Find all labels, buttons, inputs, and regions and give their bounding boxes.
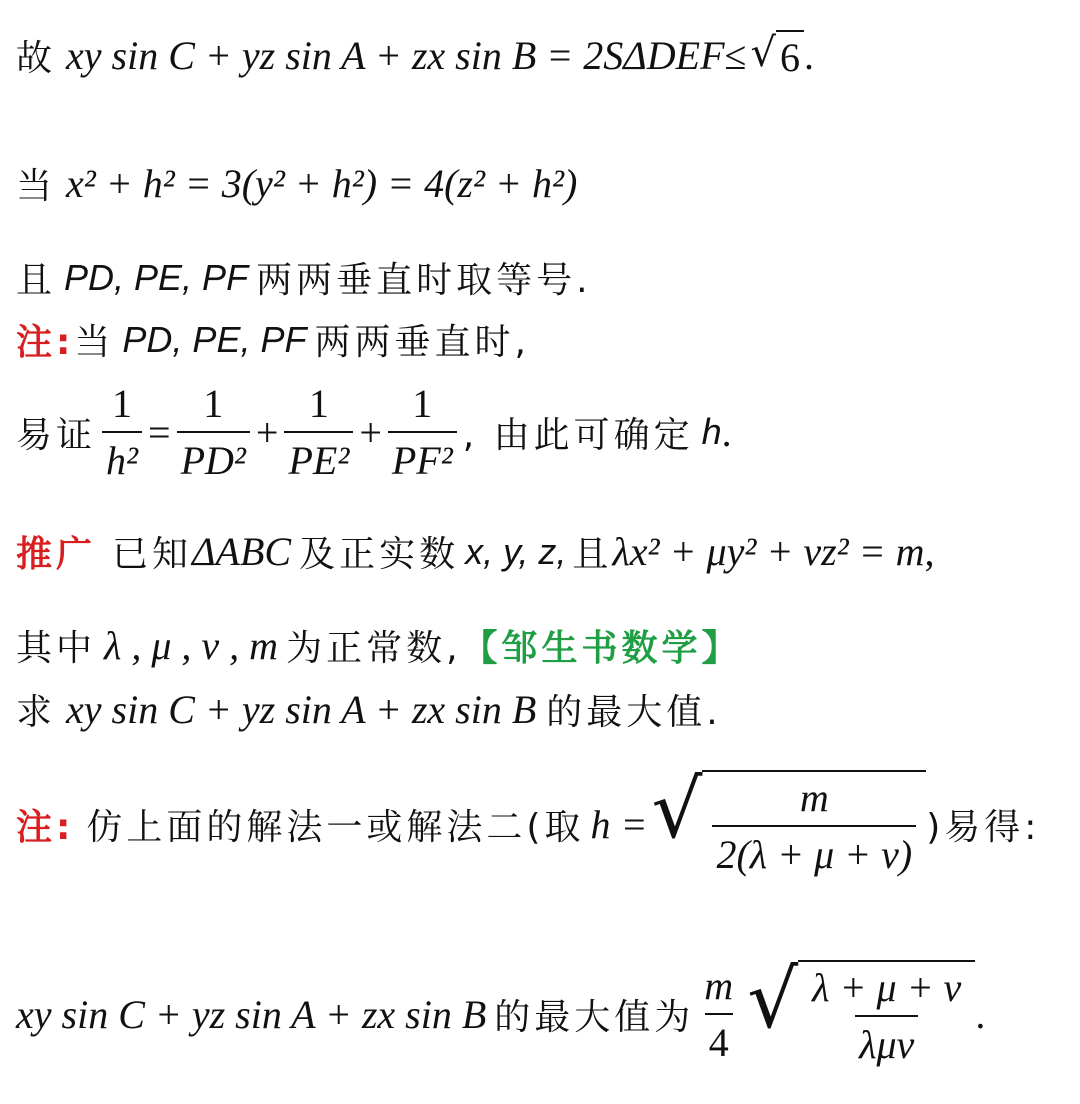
line4-note-label: 注: [16,322,75,363]
frac-num: m [704,963,734,1008]
line3-prefix: 且 [16,260,57,301]
frac-1-over-pf2 [388,380,457,484]
frac-den: 2(λ + μ + ν) [712,825,916,878]
line9-text2: )易得: [926,806,1041,848]
line2-expr: x² + h² = 3(y² + h²) = 4(z² + h²) [66,161,578,206]
line5-prefix: 易证 [16,414,97,456]
line4-prefix: 当 [74,322,115,363]
line5-var: h [701,411,722,452]
line6-text1: 已知 [112,534,193,575]
line9-note-label: 注: [16,806,75,848]
frac-den: λμν [855,1015,918,1068]
line-5 [16,380,732,484]
line-10 [16,953,986,1068]
equals-sign: = [148,409,171,455]
line-3 [16,252,592,303]
sqrt-h-expression [651,763,926,878]
frac-1-over-h2 [102,380,142,484]
line1-leq: ≤ [724,33,747,78]
frac-den: PE² [284,431,353,484]
line4-vars: PD, PE, PF [122,318,307,360]
sqrt-max-expression [747,953,975,1068]
frac-num: m [799,775,829,820]
line-6 [16,526,935,577]
frac-1-over-pd2 [177,380,250,484]
frac-1-over-pe2 [284,380,353,484]
generalization-label: 推广 [16,534,97,575]
line1-prefix: 故 [16,38,57,79]
line-8 [16,684,722,735]
line7-text1: 其中 [16,628,97,669]
line6-triangle: ΔABC [192,529,292,574]
frac-den: 4 [705,1013,733,1066]
line7-params: λ , μ , ν , m [104,623,279,668]
frac-den: h² [102,431,142,484]
line-4 [16,314,530,365]
sqrt-6-radicand: 6 [776,30,804,81]
radical-sign-icon: √ [750,30,776,76]
line1-expr: xy sin C + yz sin A + zx sin B = 2S [66,33,624,78]
line3-vars: PD, PE, PF [64,256,249,298]
frac-den: PD² [177,431,250,484]
line1-end: . [803,33,814,78]
line8-text: 的最大值. [546,692,722,733]
line6-eq: λx² + μy² + νz² = m [612,529,925,574]
frac-num: 1 [112,381,133,426]
frac-num: 1 [308,381,329,426]
plus-sign: + [359,409,382,455]
frac-num: 1 [412,381,433,426]
line8-prefix: 求 [16,692,57,733]
line6-vars: x, y, z, [465,530,567,572]
frac-m-over-sum [712,774,916,878]
brand-label: 【邹生书数学】 [461,628,742,669]
line5-text: , 由此可确定 [462,414,694,456]
line6-end: , [924,529,935,574]
line-7 [16,620,742,671]
line7-text2: 为正常数, [286,628,462,669]
line6-text3: 且 [572,534,613,575]
line3-text: 两两垂直时取等号. [256,260,592,301]
line9-text1: 仿上面的解法一或解法二(取 [86,806,585,848]
radical-sign-icon: √ [651,763,703,856]
line5-end: . [721,409,732,455]
line8-expr: xy sin C + yz sin A + zx sin B [66,687,537,732]
line6-text2: 及正实数 [299,534,460,575]
frac-sum-over-product [808,964,965,1068]
frac-m-over-4 [700,962,737,1066]
line10-expr: xy sin C + yz sin A + zx sin B [16,991,487,1037]
line10-end: . [975,991,986,1037]
line-2 [16,158,577,209]
line9-hvar: h = [590,801,648,847]
line-1: 故 xy sin C + yz sin A + zx sin B = 2S ΔDEF ≤ √ 6 . [16,30,814,80]
sqrt-6 [750,30,804,81]
frac-num: λ + μ + ν [812,965,962,1010]
radical-sign-icon: √ [747,953,799,1046]
sqrt-h-radicand [702,770,926,878]
plus-sign: + [255,409,279,455]
frac-num: 1 [203,381,224,426]
line2-prefix: 当 [16,166,57,207]
line10-text: 的最大值为 [494,996,695,1038]
frac-den: PF² [388,431,457,484]
line4-text: 两两垂直时, [314,322,530,363]
sqrt-max-radicand [798,960,975,1068]
line-9 [16,763,1041,878]
